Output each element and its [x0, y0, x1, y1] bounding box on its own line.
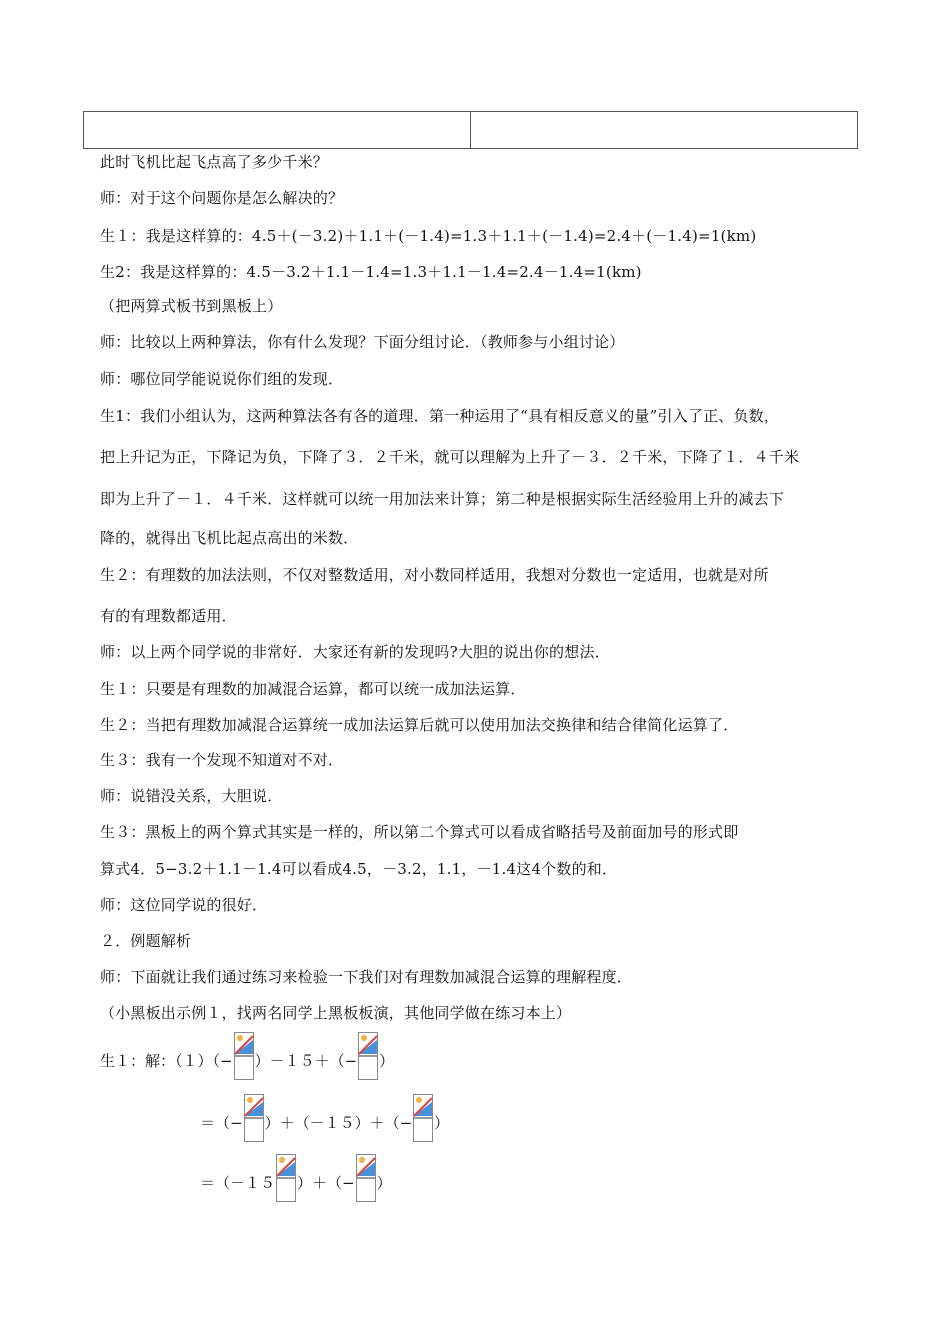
- text-line: 把上升记为正，下降记为负，下降了３．２千米，就可以理解为上升了－３．２千米，下降了１．４千米: [100, 448, 800, 466]
- broken-image-icon: [356, 1154, 376, 1202]
- text-line: 有的有理数都适用．: [100, 607, 237, 625]
- text-line: 师：比较以上两种算法，你有什么发现？下面分组讨论．（教师参与小组讨论）: [100, 333, 625, 351]
- math-text: ）＋（−: [297, 1174, 355, 1192]
- text-line: 师：哪位同学能说说你们组的发现．: [100, 370, 344, 388]
- text-line: 生1：我们小组认为，这两种算法各有各的道理．第一种运用了“具有相反意义的量”引入了正、负数，: [100, 407, 780, 425]
- broken-image-icon: [413, 1094, 433, 1142]
- text-line: 降的，就得出飞机比起点高出的米数．: [100, 529, 359, 547]
- text-line: 生３：黑板上的两个算式其实是一样的，所以第二个算式可以看成省略括号及前面加号的形式即: [100, 823, 739, 841]
- math-text: ）＋（－１５）＋（−: [264, 1114, 413, 1132]
- text-line: ２．例题解析: [100, 932, 192, 950]
- text-line: 生３：我有一个发现不知道对不对．: [100, 751, 344, 769]
- math-text: 生１：解：（１）（−: [100, 1052, 233, 1070]
- header-table: [83, 111, 858, 149]
- text-line: 此时飞机比起飞点高了多少千米？: [100, 153, 329, 171]
- broken-image-icon: [244, 1094, 264, 1142]
- text-line: 算式4．5−3.2＋1.1－1.4可以看成4.5，－3.2，1.1，－1.4这4个数的和．: [100, 860, 618, 878]
- text-line: （小黑板出示例１，找两名同学上黑板板演，其他同学做在练习本上）: [100, 1004, 572, 1022]
- math-line: [200, 1094, 449, 1142]
- text-line: 师：说错没关系，大胆说．: [100, 787, 283, 805]
- broken-image-icon: [358, 1032, 378, 1080]
- broken-image-icon: [276, 1154, 296, 1202]
- text-line: 师：以上两个同学说的非常好．大家还有新的发现吗?大胆的说出你的想法．: [100, 643, 610, 661]
- table-cell: [470, 112, 857, 148]
- text-line: 生2：我是这样算的：4.5－3.2＋1.1－1.4=1.3＋1.1－1.4=2.4－1.4=1(km): [100, 263, 642, 281]
- broken-image-icon: [234, 1032, 254, 1080]
- math-line: [100, 1032, 394, 1080]
- text-line: 师：下面就让我们通过练习来检验一下我们对有理数加减混合运算的理解程度．: [100, 968, 633, 986]
- math-text: ＝（－１５: [200, 1174, 276, 1192]
- text-line: （把两算式板书到黑板上）: [100, 297, 283, 315]
- math-text: ）－１５＋（−: [254, 1052, 358, 1070]
- text-line: 生１：只要是有理数的加减混合运算，都可以统一成加法运算．: [100, 680, 526, 698]
- text-line: 即为上升了－１．４千米．这样就可以统一用加法来计算；第二种是根据实际生活经验用上升的减去下: [100, 490, 785, 508]
- math-text: ）: [434, 1114, 450, 1132]
- math-text: ）: [376, 1174, 392, 1192]
- table-cell: [84, 112, 470, 148]
- text-line: 生２：当把有理数加减混合运算统一成加法运算后就可以使用加法交换律和结合律简化运算了．: [100, 716, 739, 734]
- text-line: 师：这位同学说的很好．: [100, 896, 268, 914]
- math-text: ）: [379, 1052, 395, 1070]
- text-line: 师：对于这个问题你是怎么解决的？: [100, 189, 344, 207]
- math-text: ＝（−: [200, 1114, 243, 1132]
- math-line: [200, 1154, 392, 1202]
- text-line: 生１：我是这样算的：4.5＋(－3.2)＋1.1＋(－1.4)=1.3＋1.1＋(－1.4)=2.4＋(－1.4)=1(km): [100, 227, 757, 245]
- text-line: 生２：有理数的加法法则，不仅对整数适用，对小数同样适用，我想对分数也一定适用，也就是对所: [100, 566, 769, 584]
